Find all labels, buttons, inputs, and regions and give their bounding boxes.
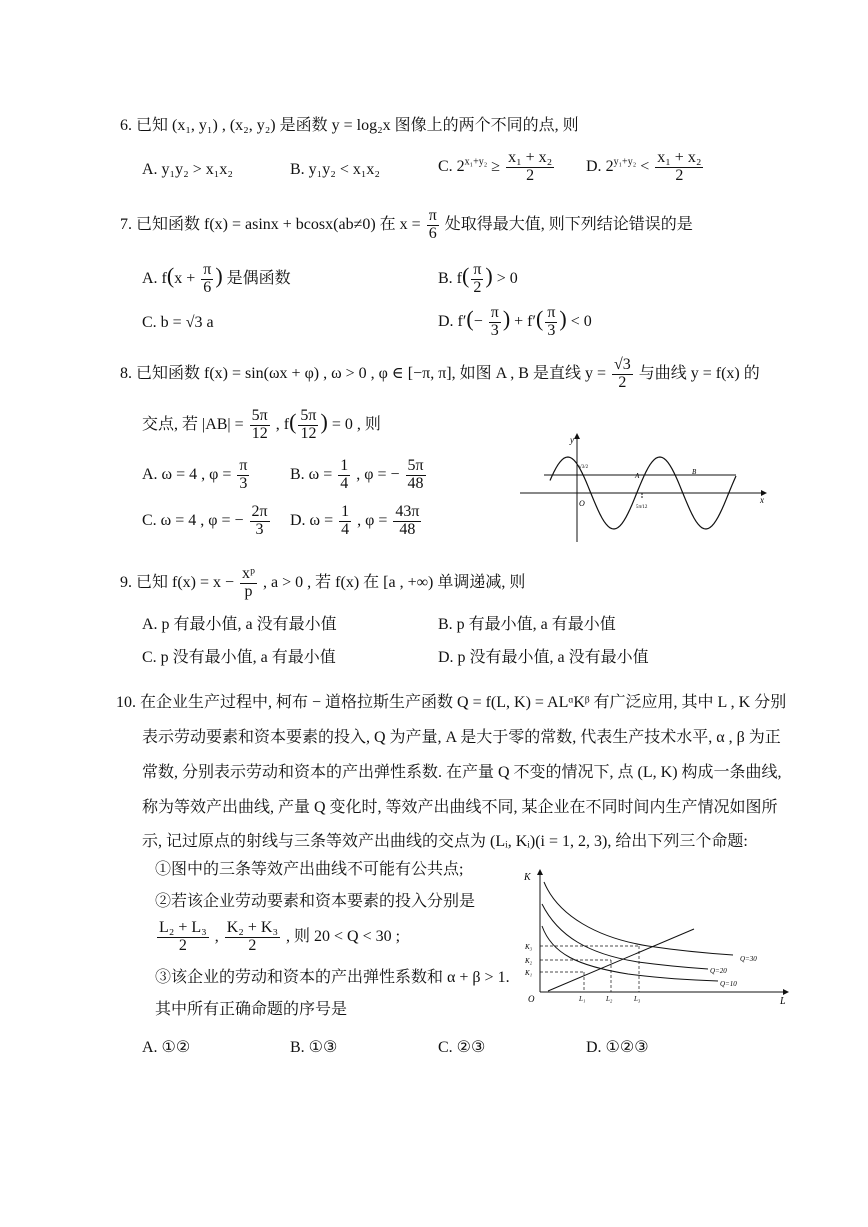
q10-proposition-2: ②若该企业劳动要素和资本要素的投入分别是 (155, 893, 476, 910)
q7-d-fraction2 (545, 305, 557, 340)
q9-c-text: C. p 没有最小值, a 有最小值 (142, 649, 336, 666)
q10-line3: 常数, 分别表示劳动和资本的产出弹性系数. 在产量 Q 不变的情况下, 点 (L, K) 构成一条曲线, (142, 764, 782, 781)
q10-origin-label: O (528, 994, 535, 1004)
q10-l1-label: L₁ (579, 995, 586, 1003)
q10-option-d[interactable] (586, 1038, 649, 1058)
q10-line1 (116, 693, 786, 713)
q7-a-fraction (201, 262, 213, 297)
q10-a-text: A. ①② (142, 1039, 191, 1056)
q10-l3-label: L₃ (634, 995, 641, 1003)
q10-l-fraction (157, 920, 209, 955)
q8-f-twelve: 12 (300, 424, 317, 442)
q6-d-numerator: x₁ + x₂ (657, 149, 702, 166)
q8-b-num: 5π (407, 457, 424, 474)
q10-l-num: L₂ + L₃ (159, 919, 207, 936)
q10-line2: 表示劳动要素和资本要素的投入, Q 为产量, A 是大于零的常数, 代表生产技术水平, α , β 为正 (142, 729, 781, 746)
q6-option-b-text: B. y₁y₂ < x₁x₂ (290, 161, 381, 178)
q8-a-pi: π (239, 457, 248, 474)
q10-proposition-1: ①图中的三条等效产出曲线不可能有公共点; (155, 861, 464, 878)
q8-b-one: 1 (340, 457, 349, 474)
q8-d-phi: , φ = (357, 511, 388, 529)
q8-stem-line1 (120, 357, 760, 392)
q7-a-inner: x + (174, 269, 196, 287)
q6-c-fraction (506, 150, 554, 185)
q6-d-exponent: y₁+y₂ (613, 156, 637, 168)
q10-p2-tail: , 则 20 < Q < 30 ; (286, 927, 401, 945)
q8-c-fraction (250, 504, 270, 539)
q8-ab-fraction (250, 408, 270, 443)
q7-d-plus: + f′ (514, 312, 537, 330)
q7-option-d[interactable]: D. f′(− $\frac{\pi}{3}$ ) + f′( $\frac{\pi}{3}$ ) < 0 (438, 304, 592, 339)
q7-option-a[interactable]: A. f(x + $\frac{\pi}{6}$ ) 是偶函数 (142, 261, 291, 296)
q10-dashed-guides (540, 946, 639, 992)
q10-proposition-2-values: $\frac{\text{L₂ + L₃}}{2}$ , $\frac{\text{K₂ + K₃}}{2}$ , 则 20 < Q < 30 ; (159, 919, 401, 954)
q6-c-numerator: x₁ + x₂ (508, 149, 553, 166)
q10-question: 其中所有正确命题的序号是 (155, 1001, 348, 1018)
q9-stem-part1: 已知 f(x) = x − (136, 573, 235, 591)
q10-option-a[interactable] (142, 1038, 190, 1058)
q10-option-c[interactable] (438, 1038, 485, 1058)
q8-c-text: C. ω = 4 , φ = − (142, 511, 244, 529)
q6-stem (120, 116, 579, 136)
q8-option-c[interactable] (142, 504, 272, 539)
q7-a-pi: π (203, 261, 212, 278)
q8-b-omega (338, 458, 350, 493)
q8-f-fraction (298, 408, 318, 443)
q6-d-fraction (655, 150, 703, 185)
q7-option-c[interactable] (142, 313, 214, 333)
q10-c-text: C. ②③ (438, 1039, 486, 1056)
q10-l-den: 2 (178, 936, 187, 954)
q6-d-base: 2 (605, 157, 614, 175)
q10-b-text: B. ①③ (290, 1039, 338, 1056)
q6-option-d[interactable] (586, 150, 705, 185)
q6-option-d-label: D. (586, 157, 602, 175)
q7-d-fraction1 (489, 305, 501, 340)
q7-pi: π (428, 207, 437, 224)
q7-d-minus: − (473, 312, 483, 330)
q8-line2-part2: = 0 , 则 (331, 415, 381, 433)
q7-d-pi2: π (547, 304, 556, 321)
q10-k1-label: K₁ (525, 969, 533, 977)
q8-b-text: B. ω = (290, 465, 333, 483)
q7-a-suffix: 是偶函数 (226, 269, 291, 287)
q8-d-omega (339, 504, 351, 539)
q8-b-four: 4 (340, 474, 349, 492)
q8-sine-graph (520, 430, 770, 545)
q9-xp: xᵖ (242, 565, 256, 582)
q6-number: 6. (120, 117, 132, 134)
q10-q30-label: Q=30 (740, 955, 757, 963)
q8-f-five-pi: 5π (300, 407, 317, 424)
q7-d-suffix: < 0 (570, 312, 592, 330)
q10-k-den: 2 (248, 936, 257, 954)
q10-number: 10. (116, 694, 136, 711)
q8-point-a-label: A (635, 472, 640, 480)
q7-stem-fraction (427, 208, 439, 243)
q6-c-base: 2 (456, 157, 465, 175)
q8-b-den: 48 (407, 474, 424, 492)
q7-b-fraction (471, 262, 483, 297)
q8-x-label: x (760, 495, 764, 505)
q9-number: 9. (120, 573, 132, 591)
q8-two: 2 (618, 373, 627, 391)
q7-six: 6 (428, 224, 437, 242)
q7-number: 7. (120, 215, 132, 233)
q8-d-one: 1 (341, 503, 350, 520)
q8-y-label: y (570, 435, 574, 445)
q10-k-fraction (225, 920, 280, 955)
q7-d-three2: 3 (547, 321, 556, 339)
q8-option-a[interactable] (142, 458, 251, 493)
q10-q20-label: Q=20 (710, 967, 727, 975)
q6-option-a[interactable] (142, 160, 233, 180)
q6-option-b[interactable] (290, 160, 380, 180)
q10-curve-q20 (542, 904, 708, 969)
q9-option-d[interactable] (438, 648, 649, 668)
q10-line1-text: 在企业生产过程中, 柯布 − 道格拉斯生产函数 Q = f(L, K) = ALᵅKᵝ 有广泛应用, 其中 L , K 分别 (140, 694, 787, 711)
q9-b-text: B. p 有最小值, a 有最小值 (438, 616, 616, 633)
q6-c-exponent: x₁+y₂ (464, 156, 488, 168)
q6-d-relation: < (640, 157, 650, 175)
q8-number: 8. (120, 364, 132, 382)
q7-d-prefix: D. f′ (438, 312, 467, 330)
q10-line5: 示, 记过原点的射线与三条等效产出曲线的交点为 (Lᵢ, Kᵢ)(i = 1, 2, 3), 给出下列三个命题: (142, 833, 748, 850)
q6-option-c[interactable] (438, 150, 556, 185)
q6-stem-text: 已知 (x₁, y₁) , (x₂, y₂) 是函数 y = log₂x 图像上的两个不同的点, 则 (136, 117, 579, 134)
q6-option-a-text: A. y₁y₂ > x₁x₂ (142, 161, 233, 178)
q7-b-prefix: B. f (438, 269, 462, 287)
q8-twelve: 12 (251, 424, 268, 442)
q10-d-text: D. ①②③ (586, 1039, 649, 1056)
q8-stem-line2: 交点, 若 |AB| = $\frac{5\pi}{12}$ , f( $\frac{5\pi}{12}$ ) = 0 , 则 (142, 407, 381, 442)
q8-d-num: 43π (395, 503, 420, 520)
q8-d-text: D. ω = (290, 511, 334, 529)
q9-option-a[interactable] (142, 615, 337, 635)
q6-option-c-label: C. (438, 157, 453, 175)
q10-k-num: K₂ + K₃ (226, 919, 279, 936)
q9-a-text: A. p 有最小值, a 没有最小值 (142, 616, 337, 633)
q10-option-b[interactable] (290, 1038, 337, 1058)
q9-stem-part2: , a > 0 , 若 f(x) 在 [a , +∞) 单调递减, 则 (263, 573, 526, 591)
q6-c-denominator: 2 (526, 166, 535, 184)
q8-stem-part2: 与曲线 y = f(x) 的 (638, 364, 760, 382)
q10-line4: 称为等效产出曲线, 产量 Q 变化时, 等效产出曲线不同, 某企业在不同时间内生产情况如图所 (142, 799, 778, 816)
q9-d-text: D. p 没有最小值, a 没有最小值 (438, 649, 649, 666)
q7-a-prefix: A. f (142, 269, 167, 287)
q7-d-pi1: π (490, 304, 499, 321)
q8-option-d[interactable] (290, 504, 423, 539)
q8-b-phi: , φ = − (356, 465, 400, 483)
q8-d-den: 48 (399, 520, 416, 538)
q9-stem (120, 566, 525, 601)
q8-stem-part1: 已知函数 f(x) = sin(ωx + φ) , ω > 0 , φ ∈ [−π, π], 如图 A , B 是直线 y = (136, 364, 606, 382)
q7-stem-part2: 处取得最大值, 则下列结论错误的是 (444, 215, 693, 233)
q10-ray-from-origin (548, 929, 694, 991)
q8-a-three: 3 (239, 474, 248, 492)
q10-k-axis-label: K (524, 872, 531, 883)
q9-option-c[interactable] (142, 648, 336, 668)
q8-c-three: 3 (255, 520, 264, 538)
q6-d-denominator: 2 (675, 166, 684, 184)
q8-line2-f: , f (275, 415, 290, 433)
q8-point-b-label: B (692, 468, 697, 476)
q10-proposition-3: ③该企业的劳动和资本的产出弹性系数和 α + β > 1. (155, 969, 510, 986)
q10-k2-label: K₂ (525, 957, 533, 965)
q8-five-pi: 5π (251, 407, 268, 424)
q9-option-b[interactable] (438, 615, 616, 635)
q7-c-text: C. b = √3 a (142, 314, 214, 331)
q7-stem-part1: 已知函数 f(x) = asinx + bcosx(ab≠0) 在 x = (136, 215, 421, 233)
q8-yint-label: √3/2 (579, 465, 589, 470)
q8-sqrt3-fraction (612, 357, 633, 392)
q8-origin-label: O (579, 499, 585, 508)
q8-option-b[interactable] (290, 458, 428, 493)
q10-curve-q30 (544, 882, 733, 955)
q8-b-fraction (406, 458, 426, 493)
q6-c-relation: ≥ (491, 157, 501, 175)
q8-a-text: A. ω = 4 , φ = (142, 465, 232, 483)
q9-p: p (244, 582, 253, 600)
q7-a-six: 6 (203, 278, 212, 296)
q8-tick-label: 5π/12 (636, 505, 648, 510)
q7-option-b[interactable]: B. f( $\frac{\pi}{2}$ ) > 0 (438, 261, 518, 296)
q10-l-axis-label: L (780, 996, 786, 1006)
q7-b-suffix: > 0 (496, 269, 518, 287)
q10-curve-q10 (542, 926, 718, 981)
q9-fraction (240, 566, 257, 601)
q8-d-four: 4 (341, 520, 350, 538)
q10-k3-label: K₃ (525, 943, 533, 951)
q8-line2-part1: 交点, 若 |AB| = (142, 415, 244, 433)
q8-sqrt3: √3 (613, 356, 631, 373)
q8-d-fraction (393, 504, 421, 539)
q8-a-fraction (237, 458, 249, 493)
q10-l2-label: L₂ (606, 995, 613, 1003)
q7-stem (120, 208, 693, 243)
q8-c-num: 2π (251, 503, 268, 520)
q7-d-three1: 3 (490, 321, 499, 339)
q10-q10-label: Q=10 (720, 980, 737, 988)
q7-b-pi: π (473, 261, 482, 278)
q10-isoquant-graph (518, 866, 793, 1006)
q7-b-two: 2 (473, 278, 482, 296)
